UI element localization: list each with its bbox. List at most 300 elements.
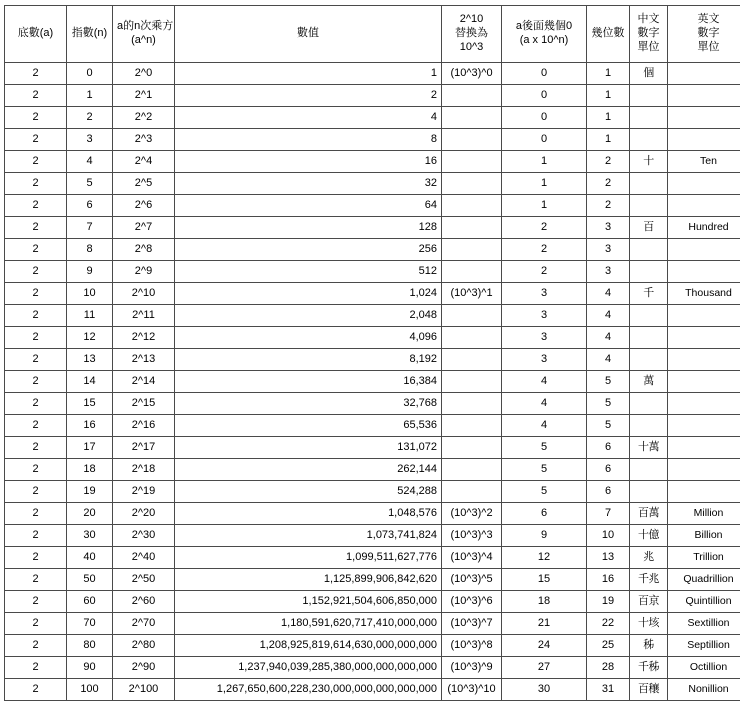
cell-digits: 25 <box>587 635 630 657</box>
cell-zeros: 0 <box>502 129 587 151</box>
cell-base: 2 <box>5 239 67 261</box>
cell-digits: 4 <box>587 305 630 327</box>
table-row <box>5 283 740 305</box>
table-row <box>5 305 740 327</box>
cell-substitution: (10^3)^10 <box>442 679 502 701</box>
column-header-base <box>5 6 67 63</box>
cell-digits: 1 <box>587 129 630 151</box>
cell-zeros: 3 <box>502 327 587 349</box>
cell-power: 2^60 <box>113 591 175 613</box>
cell-value: 8 <box>175 129 442 151</box>
table-row <box>5 85 740 107</box>
cell-substitution: (10^3)^3 <box>442 525 502 547</box>
cell-power: 2^13 <box>113 349 175 371</box>
cell-value: 1,048,576 <box>175 503 442 525</box>
cell-digits: 4 <box>587 283 630 305</box>
cell-zeros: 4 <box>502 415 587 437</box>
column-header-english-unit-line-3: 單位 <box>672 41 740 55</box>
cell-exponent: 7 <box>67 217 113 239</box>
cell-zeros: 2 <box>502 239 587 261</box>
cell-exponent: 15 <box>67 393 113 415</box>
table-row <box>5 217 740 239</box>
column-header-substitution-line-3: 10^3 <box>446 41 497 55</box>
cell-digits: 5 <box>587 393 630 415</box>
cell-substitution <box>442 151 502 173</box>
cell-zeros: 4 <box>502 371 587 393</box>
column-header-chinese-unit-line-3: 單位 <box>634 41 663 55</box>
cell-substitution <box>442 437 502 459</box>
cell-base: 2 <box>5 327 67 349</box>
cell-exponent: 3 <box>67 129 113 151</box>
column-header-digits <box>587 6 630 63</box>
cell-substitution: (10^3)^8 <box>442 635 502 657</box>
cell-exponent: 6 <box>67 195 113 217</box>
cell-value: 16 <box>175 151 442 173</box>
cell-zeros: 2 <box>502 217 587 239</box>
table-row <box>5 481 740 503</box>
cell-zeros: 15 <box>502 569 587 591</box>
cell-power: 2^3 <box>113 129 175 151</box>
cell-chinese-unit: 十 <box>630 151 668 173</box>
cell-substitution <box>442 239 502 261</box>
cell-substitution <box>442 305 502 327</box>
table-row <box>5 547 740 569</box>
cell-base: 2 <box>5 679 67 701</box>
table-row <box>5 151 740 173</box>
column-header-value-line-1: 數值 <box>179 27 437 41</box>
cell-chinese-unit: 百 <box>630 217 668 239</box>
column-header-english-unit <box>668 6 740 63</box>
cell-substitution <box>442 371 502 393</box>
cell-value: 2,048 <box>175 305 442 327</box>
cell-substitution <box>442 349 502 371</box>
cell-exponent: 9 <box>67 261 113 283</box>
cell-power: 2^6 <box>113 195 175 217</box>
cell-zeros: 1 <box>502 195 587 217</box>
cell-power: 2^100 <box>113 679 175 701</box>
cell-power: 2^50 <box>113 569 175 591</box>
cell-power: 2^14 <box>113 371 175 393</box>
cell-english-unit <box>668 261 740 283</box>
cell-digits: 3 <box>587 261 630 283</box>
cell-power: 2^16 <box>113 415 175 437</box>
cell-english-unit <box>668 129 740 151</box>
cell-chinese-unit <box>630 415 668 437</box>
cell-zeros: 24 <box>502 635 587 657</box>
cell-chinese-unit: 千 <box>630 283 668 305</box>
cell-base: 2 <box>5 217 67 239</box>
cell-base: 2 <box>5 591 67 613</box>
cell-power: 2^18 <box>113 459 175 481</box>
cell-english-unit <box>668 63 740 85</box>
cell-base: 2 <box>5 129 67 151</box>
cell-base: 2 <box>5 437 67 459</box>
cell-digits: 4 <box>587 327 630 349</box>
cell-chinese-unit: 兆 <box>630 547 668 569</box>
cell-exponent: 0 <box>67 63 113 85</box>
column-header-zeros-line-1: a後面幾個0 <box>506 20 582 34</box>
cell-zeros: 5 <box>502 459 587 481</box>
cell-english-unit <box>668 239 740 261</box>
cell-power: 2^9 <box>113 261 175 283</box>
cell-value: 16,384 <box>175 371 442 393</box>
cell-english-unit <box>668 195 740 217</box>
column-header-exponent <box>67 6 113 63</box>
cell-value: 524,288 <box>175 481 442 503</box>
cell-value: 262,144 <box>175 459 442 481</box>
cell-zeros: 0 <box>502 85 587 107</box>
cell-power: 2^70 <box>113 613 175 635</box>
column-header-chinese-unit <box>630 6 668 63</box>
cell-chinese-unit: 百穰 <box>630 679 668 701</box>
powers-of-two-table <box>4 5 740 701</box>
cell-digits: 2 <box>587 173 630 195</box>
cell-english-unit <box>668 437 740 459</box>
cell-digits: 5 <box>587 371 630 393</box>
table-row <box>5 591 740 613</box>
cell-english-unit: Quadrillion <box>668 569 740 591</box>
cell-zeros: 1 <box>502 151 587 173</box>
cell-substitution <box>442 261 502 283</box>
cell-english-unit: Sextillion <box>668 613 740 635</box>
cell-chinese-unit <box>630 195 668 217</box>
cell-digits: 28 <box>587 657 630 679</box>
cell-english-unit <box>668 393 740 415</box>
cell-english-unit <box>668 481 740 503</box>
table-row <box>5 63 740 85</box>
cell-english-unit: Billion <box>668 525 740 547</box>
cell-exponent: 40 <box>67 547 113 569</box>
cell-zeros: 1 <box>502 173 587 195</box>
cell-power: 2^30 <box>113 525 175 547</box>
cell-digits: 6 <box>587 459 630 481</box>
cell-value: 4,096 <box>175 327 442 349</box>
cell-chinese-unit: 秭 <box>630 635 668 657</box>
table-row <box>5 173 740 195</box>
cell-zeros: 30 <box>502 679 587 701</box>
cell-zeros: 0 <box>502 107 587 129</box>
cell-english-unit <box>668 85 740 107</box>
cell-english-unit <box>668 415 740 437</box>
cell-english-unit <box>668 305 740 327</box>
column-header-power-line-1: a的n次乘方 <box>117 20 170 34</box>
cell-power: 2^10 <box>113 283 175 305</box>
cell-substitution <box>442 195 502 217</box>
cell-english-unit: Ten <box>668 151 740 173</box>
cell-exponent: 14 <box>67 371 113 393</box>
cell-zeros: 6 <box>502 503 587 525</box>
cell-base: 2 <box>5 635 67 657</box>
cell-substitution <box>442 327 502 349</box>
cell-zeros: 9 <box>502 525 587 547</box>
cell-chinese-unit <box>630 305 668 327</box>
cell-digits: 19 <box>587 591 630 613</box>
cell-english-unit: Quintillion <box>668 591 740 613</box>
cell-chinese-unit: 百萬 <box>630 503 668 525</box>
cell-value: 1,125,899,906,842,620 <box>175 569 442 591</box>
table-row <box>5 239 740 261</box>
table-row <box>5 525 740 547</box>
table-row <box>5 129 740 151</box>
cell-exponent: 20 <box>67 503 113 525</box>
cell-zeros: 12 <box>502 547 587 569</box>
cell-english-unit <box>668 371 740 393</box>
cell-chinese-unit: 百京 <box>630 591 668 613</box>
cell-digits: 5 <box>587 415 630 437</box>
cell-value: 1,237,940,039,285,380,000,000,000,000 <box>175 657 442 679</box>
cell-value: 1,152,921,504,606,850,000 <box>175 591 442 613</box>
cell-base: 2 <box>5 349 67 371</box>
cell-chinese-unit <box>630 481 668 503</box>
cell-power: 2^19 <box>113 481 175 503</box>
column-header-english-unit-line-2: 數字 <box>672 27 740 41</box>
cell-digits: 3 <box>587 217 630 239</box>
cell-base: 2 <box>5 569 67 591</box>
cell-value: 8,192 <box>175 349 442 371</box>
table-header <box>5 6 740 63</box>
column-header-zeros <box>502 6 587 63</box>
cell-chinese-unit <box>630 107 668 129</box>
cell-english-unit: Hundred <box>668 217 740 239</box>
cell-base: 2 <box>5 525 67 547</box>
table-row <box>5 459 740 481</box>
cell-chinese-unit: 十萬 <box>630 437 668 459</box>
cell-substitution <box>442 173 502 195</box>
cell-zeros: 18 <box>502 591 587 613</box>
cell-chinese-unit <box>630 327 668 349</box>
table-row <box>5 679 740 701</box>
cell-value: 1,180,591,620,717,410,000,000 <box>175 613 442 635</box>
cell-substitution <box>442 415 502 437</box>
cell-power: 2^80 <box>113 635 175 657</box>
cell-exponent: 4 <box>67 151 113 173</box>
cell-value: 32,768 <box>175 393 442 415</box>
cell-exponent: 16 <box>67 415 113 437</box>
cell-exponent: 70 <box>67 613 113 635</box>
cell-value: 2 <box>175 85 442 107</box>
cell-value: 1,024 <box>175 283 442 305</box>
column-header-exponent-line-1: 指數(n) <box>71 27 108 41</box>
cell-power: 2^1 <box>113 85 175 107</box>
cell-base: 2 <box>5 85 67 107</box>
cell-base: 2 <box>5 107 67 129</box>
cell-substitution <box>442 481 502 503</box>
cell-chinese-unit <box>630 129 668 151</box>
table-row <box>5 327 740 349</box>
cell-base: 2 <box>5 481 67 503</box>
cell-substitution: (10^3)^1 <box>442 283 502 305</box>
cell-value: 1 <box>175 63 442 85</box>
cell-english-unit: Trillion <box>668 547 740 569</box>
cell-zeros: 3 <box>502 349 587 371</box>
cell-substitution <box>442 459 502 481</box>
cell-exponent: 12 <box>67 327 113 349</box>
cell-digits: 2 <box>587 195 630 217</box>
cell-digits: 1 <box>587 85 630 107</box>
cell-english-unit <box>668 459 740 481</box>
cell-zeros: 5 <box>502 437 587 459</box>
cell-english-unit: Octillion <box>668 657 740 679</box>
cell-substitution <box>442 217 502 239</box>
column-header-zeros-line-2: (a x 10^n) <box>506 34 582 48</box>
cell-substitution <box>442 85 502 107</box>
cell-exponent: 100 <box>67 679 113 701</box>
cell-digits: 1 <box>587 107 630 129</box>
cell-english-unit: Nonillion <box>668 679 740 701</box>
cell-base: 2 <box>5 261 67 283</box>
column-header-power-line-2: (a^n) <box>117 34 170 48</box>
cell-chinese-unit <box>630 261 668 283</box>
table-row <box>5 613 740 635</box>
cell-chinese-unit: 十億 <box>630 525 668 547</box>
cell-chinese-unit <box>630 459 668 481</box>
cell-exponent: 8 <box>67 239 113 261</box>
cell-base: 2 <box>5 459 67 481</box>
cell-value: 64 <box>175 195 442 217</box>
cell-value: 512 <box>175 261 442 283</box>
cell-power: 2^17 <box>113 437 175 459</box>
cell-power: 2^5 <box>113 173 175 195</box>
cell-exponent: 18 <box>67 459 113 481</box>
cell-base: 2 <box>5 415 67 437</box>
cell-base: 2 <box>5 547 67 569</box>
cell-value: 128 <box>175 217 442 239</box>
cell-power: 2^4 <box>113 151 175 173</box>
column-header-digits-line-1: 幾位數 <box>591 27 625 41</box>
cell-value: 1,073,741,824 <box>175 525 442 547</box>
cell-digits: 6 <box>587 481 630 503</box>
table-row <box>5 569 740 591</box>
cell-base: 2 <box>5 503 67 525</box>
cell-exponent: 13 <box>67 349 113 371</box>
cell-english-unit: Million <box>668 503 740 525</box>
cell-exponent: 2 <box>67 107 113 129</box>
table-row <box>5 415 740 437</box>
cell-base: 2 <box>5 151 67 173</box>
cell-chinese-unit <box>630 85 668 107</box>
cell-value: 32 <box>175 173 442 195</box>
cell-english-unit <box>668 349 740 371</box>
column-header-english-unit-line-1: 英文 <box>672 13 740 27</box>
cell-power: 2^11 <box>113 305 175 327</box>
cell-base: 2 <box>5 63 67 85</box>
cell-value: 1,099,511,627,776 <box>175 547 442 569</box>
cell-exponent: 19 <box>67 481 113 503</box>
cell-base: 2 <box>5 657 67 679</box>
cell-zeros: 27 <box>502 657 587 679</box>
table-row <box>5 437 740 459</box>
cell-zeros: 3 <box>502 283 587 305</box>
cell-zeros: 21 <box>502 613 587 635</box>
cell-chinese-unit: 個 <box>630 63 668 85</box>
table-row <box>5 107 740 129</box>
column-header-substitution <box>442 6 502 63</box>
cell-base: 2 <box>5 173 67 195</box>
cell-value: 256 <box>175 239 442 261</box>
cell-exponent: 90 <box>67 657 113 679</box>
column-header-substitution-line-2: 替換為 <box>446 27 497 41</box>
cell-exponent: 11 <box>67 305 113 327</box>
cell-digits: 31 <box>587 679 630 701</box>
cell-digits: 7 <box>587 503 630 525</box>
cell-substitution: (10^3)^6 <box>442 591 502 613</box>
cell-value: 131,072 <box>175 437 442 459</box>
cell-power: 2^0 <box>113 63 175 85</box>
cell-substitution: (10^3)^9 <box>442 657 502 679</box>
cell-substitution <box>442 107 502 129</box>
cell-power: 2^2 <box>113 107 175 129</box>
cell-zeros: 4 <box>502 393 587 415</box>
cell-exponent: 10 <box>67 283 113 305</box>
cell-english-unit <box>668 107 740 129</box>
cell-substitution: (10^3)^5 <box>442 569 502 591</box>
column-header-substitution-line-1: 2^10 <box>446 13 497 27</box>
cell-substitution <box>442 393 502 415</box>
cell-substitution: (10^3)^4 <box>442 547 502 569</box>
cell-digits: 16 <box>587 569 630 591</box>
cell-english-unit: Thousand <box>668 283 740 305</box>
cell-chinese-unit: 千秭 <box>630 657 668 679</box>
cell-exponent: 17 <box>67 437 113 459</box>
cell-chinese-unit: 十垓 <box>630 613 668 635</box>
cell-digits: 13 <box>587 547 630 569</box>
table-row <box>5 657 740 679</box>
column-header-value <box>175 6 442 63</box>
cell-power: 2^8 <box>113 239 175 261</box>
table-row <box>5 503 740 525</box>
cell-digits: 10 <box>587 525 630 547</box>
cell-base: 2 <box>5 371 67 393</box>
cell-digits: 4 <box>587 349 630 371</box>
cell-value: 1,267,650,600,228,230,000,000,000,000,000 <box>175 679 442 701</box>
cell-substitution: (10^3)^7 <box>442 613 502 635</box>
cell-exponent: 5 <box>67 173 113 195</box>
column-header-power <box>113 6 175 63</box>
cell-chinese-unit: 萬 <box>630 371 668 393</box>
cell-digits: 2 <box>587 151 630 173</box>
cell-power: 2^20 <box>113 503 175 525</box>
cell-digits: 3 <box>587 239 630 261</box>
cell-chinese-unit <box>630 173 668 195</box>
cell-exponent: 50 <box>67 569 113 591</box>
cell-substitution: (10^3)^0 <box>442 63 502 85</box>
cell-value: 65,536 <box>175 415 442 437</box>
cell-zeros: 0 <box>502 63 587 85</box>
cell-digits: 6 <box>587 437 630 459</box>
cell-base: 2 <box>5 283 67 305</box>
cell-power: 2^40 <box>113 547 175 569</box>
cell-substitution <box>442 129 502 151</box>
table-row <box>5 261 740 283</box>
cell-digits: 1 <box>587 63 630 85</box>
cell-power: 2^12 <box>113 327 175 349</box>
table-row <box>5 393 740 415</box>
cell-exponent: 80 <box>67 635 113 657</box>
cell-chinese-unit <box>630 393 668 415</box>
cell-digits: 22 <box>587 613 630 635</box>
cell-zeros: 5 <box>502 481 587 503</box>
cell-power: 2^7 <box>113 217 175 239</box>
table-row <box>5 349 740 371</box>
cell-base: 2 <box>5 195 67 217</box>
cell-english-unit: Septillion <box>668 635 740 657</box>
cell-exponent: 1 <box>67 85 113 107</box>
cell-power: 2^15 <box>113 393 175 415</box>
cell-zeros: 2 <box>502 261 587 283</box>
cell-base: 2 <box>5 613 67 635</box>
cell-chinese-unit: 千兆 <box>630 569 668 591</box>
cell-chinese-unit <box>630 349 668 371</box>
